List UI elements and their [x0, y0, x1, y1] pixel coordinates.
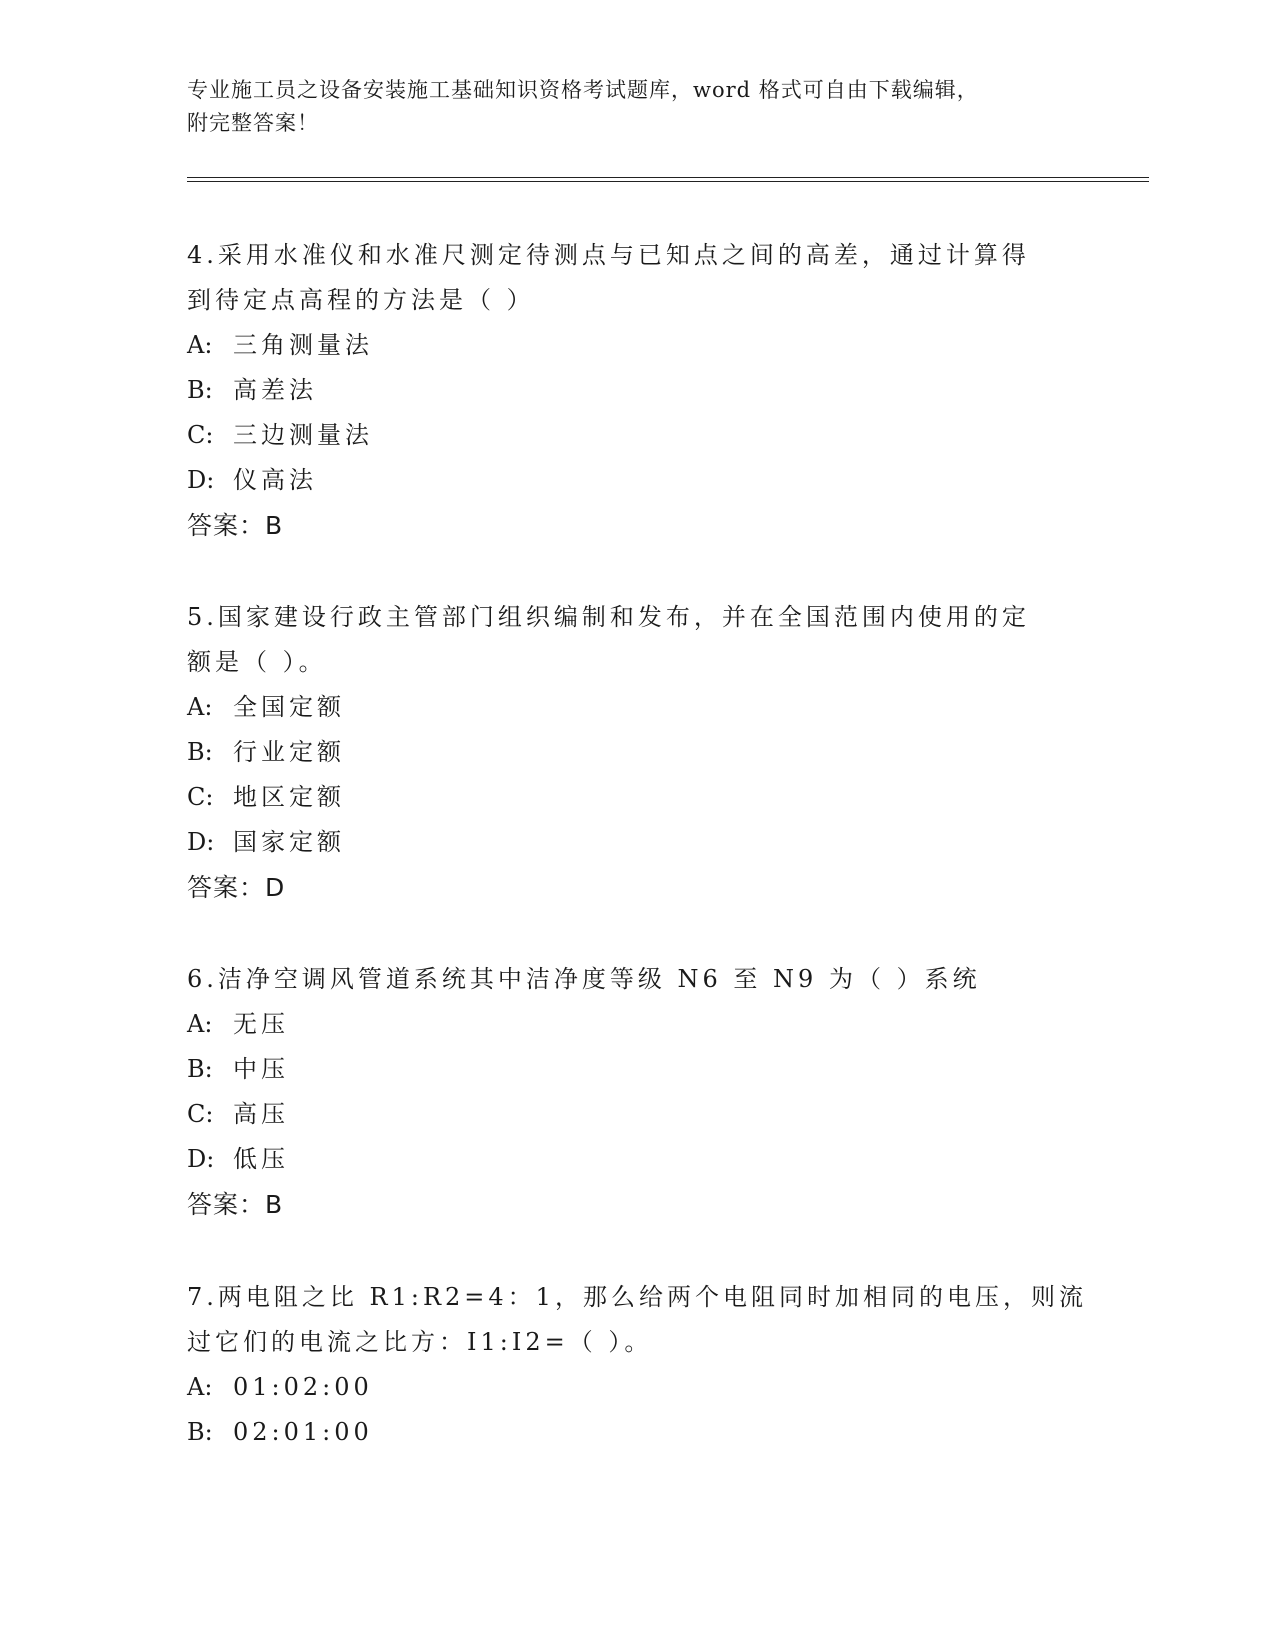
option-b	[187, 1410, 1087, 1455]
option-d	[187, 820, 1087, 865]
option-letter: A:	[187, 331, 213, 359]
option-letter: D:	[187, 1145, 215, 1173]
option-text: 地区定额	[233, 783, 345, 811]
question-stem-line: 额是（ ）。	[187, 648, 327, 676]
question-stem-line: 6.洁净空调风管道系统其中洁净度等级 N6 至 N9 为（ ）系统	[187, 965, 981, 993]
question-6	[187, 957, 1087, 1227]
option-text: 仪高法	[233, 466, 317, 494]
option-letter: D:	[187, 466, 215, 494]
option-text: 中压	[233, 1055, 289, 1083]
question-4	[187, 233, 1087, 548]
option-b	[187, 1047, 1087, 1092]
option-letter: B:	[187, 1418, 213, 1446]
option-a	[187, 685, 1087, 730]
option-d	[187, 1137, 1087, 1182]
option-c	[187, 1092, 1087, 1137]
option-text: 全国定额	[233, 693, 345, 721]
document-header	[187, 74, 1147, 140]
header-divider	[187, 177, 1149, 182]
option-letter: B:	[187, 738, 213, 766]
question-stem-line: 4.采用水准仪和水准尺测定待测点与已知点之间的高差，通过计算得	[187, 241, 1030, 269]
option-letter: C:	[187, 783, 214, 811]
answer-line: 答案：D	[187, 873, 286, 902]
option-text: 高压	[233, 1100, 289, 1128]
option-d	[187, 458, 1087, 503]
option-letter: C:	[187, 1100, 214, 1128]
option-text: 高差法	[233, 376, 317, 404]
option-letter: B:	[187, 1055, 213, 1083]
option-text: 无压	[233, 1010, 289, 1038]
option-letter: B:	[187, 376, 213, 404]
question-stem-line: 7.两电阻之比 R1:R2=4：1，那么给两个电阻同时加相同的电压，则流	[187, 1283, 1087, 1311]
question-7	[187, 1275, 1087, 1455]
header-line-1: 专业施工员之设备安装施工基础知识资格考试题库，word 格式可自由下载编辑，	[187, 78, 979, 102]
question-stem-line: 到待定点高程的方法是（ ）	[187, 286, 535, 314]
option-a	[187, 1365, 1087, 1410]
option-letter: D:	[187, 828, 215, 856]
option-text: 低压	[233, 1145, 289, 1173]
question-stem-line: 过它们的电流之比方：I1:I2=（ ）。	[187, 1328, 653, 1356]
option-a	[187, 1002, 1087, 1047]
option-b	[187, 730, 1087, 775]
option-b	[187, 368, 1087, 413]
header-line-2: 附完整答案！	[187, 111, 319, 135]
option-letter: A:	[187, 1373, 213, 1401]
question-5	[187, 595, 1087, 910]
option-text: 三边测量法	[233, 421, 373, 449]
answer-line: 答案：B	[187, 1190, 284, 1219]
option-letter: A:	[187, 693, 213, 721]
answer-line: 答案：B	[187, 511, 284, 540]
option-letter: A:	[187, 1010, 213, 1038]
option-text: 02:01:00	[233, 1418, 373, 1446]
option-text: 行业定额	[233, 738, 345, 766]
option-c	[187, 775, 1087, 820]
option-text: 国家定额	[233, 828, 345, 856]
option-letter: C:	[187, 421, 214, 449]
option-c	[187, 413, 1087, 458]
option-a	[187, 323, 1087, 368]
question-stem-line: 5.国家建设行政主管部门组织编制和发布，并在全国范围内使用的定	[187, 603, 1030, 631]
option-text: 三角测量法	[233, 331, 373, 359]
option-text: 01:02:00	[233, 1373, 373, 1401]
